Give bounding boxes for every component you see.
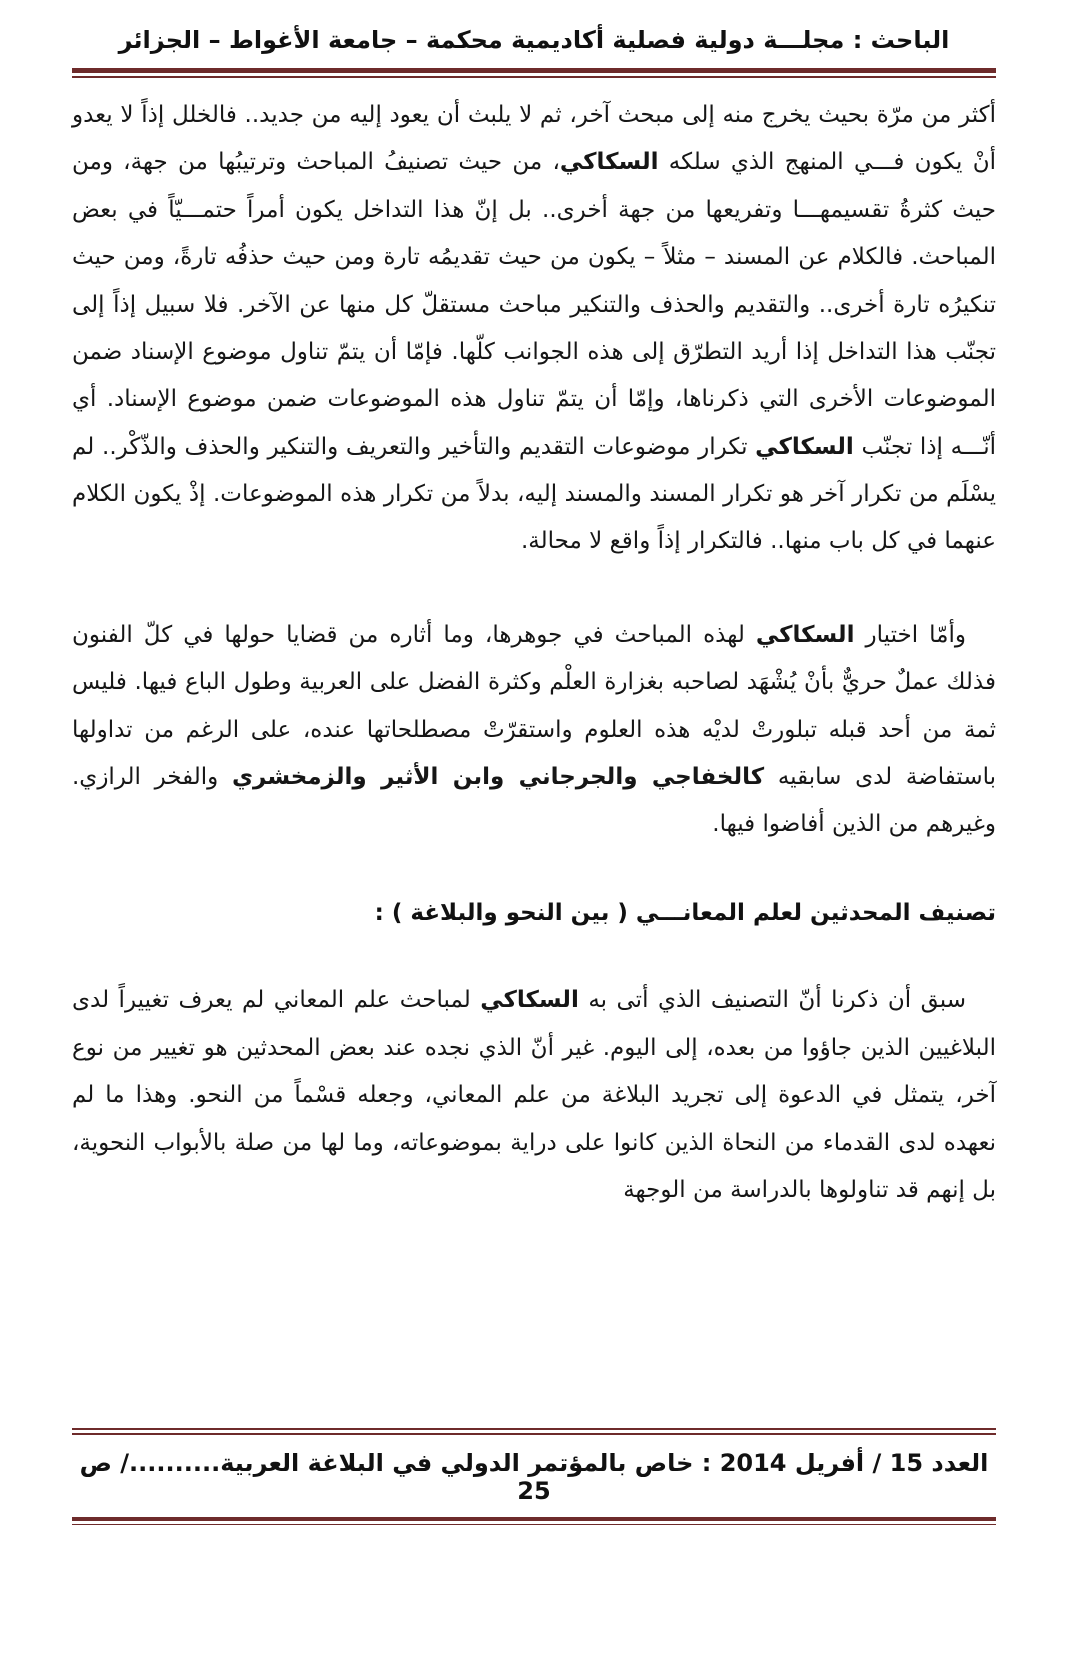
text-segment: لمباحث علم المعاني لم يعرف تغييراً لدى البلاغيين الذين جاؤوا من بعده، إلى اليوم. غير أنّ الذي نجده عند بعض المحدثين هو تغيير من نوع آخر، يتمثل في الدعوة إلى تجريد البلاغة من علم المعاني، وجعله قسْماً من النحو. وهذا ما لم نعهده لدى القدماء من النحاة الذين كانوا على دراية بموضوعاته، وما لها من صلة بالأبواب النحوية، بل إنهم قد تناولوها بالدراسة من الوجهة [72, 987, 996, 1203]
footer-bottom-divider [72, 1517, 996, 1526]
text-segment: لهذه المباحث في جوهرها، وما أثاره من قضايا حولها في كلّ الفنون فذلك عملٌ حريٌّ بأنْ يُشْهَد لصاحبه بغزارة العلْم وكثرة الفضل على العربية وطول الباع فيها. فليس ثمة من أحد قبله تبلورتْ لديْه هذه العلوم واستقرّتْ مصطلحاتها عنده، على الرغم من تداولها باستفاضة لدى سابقيه [72, 621, 997, 790]
text-segment: وأمّا اختيار [854, 621, 966, 648]
text-segment: تكرار موضوعات التقديم والتأخير والتعريف والتنكير والحذف والذّكْر.. لم يسْلَم من تكرار آخر هو تكرار المسند والمسند إليه، بدلاً من تكرار هذه الموضوعات. إذْ يكون الكلام عنهما في كل باب منها.. فالتكرار إذاً واقع لا محالة. [72, 433, 996, 555]
text-segment: والفخر الرازي. وغيرهم من الذين أفاضوا فيها. [72, 763, 996, 838]
footer-rule-hair [72, 1524, 996, 1526]
header-rule-thick [72, 68, 996, 73]
section-heading: تصنيف المحدثين لعلم المعانـــي ( بين النحو والبلاغة ) : [374, 899, 996, 926]
article-body [72, 92, 996, 1214]
journal-header [72, 26, 996, 78]
paragraph-3 [72, 977, 996, 1214]
paragraph-2 [72, 612, 996, 849]
text-segment-bold-sakkaki: السكاكي [755, 433, 854, 460]
header-rule-thin [72, 76, 996, 78]
text-segment-bold-sakkaki: السكاكي [755, 621, 855, 648]
paragraph-1 [72, 92, 996, 566]
text-segment-bold-scholars: كالخفاجي والجرجاني وابن الأثير والزمخشري [231, 763, 765, 790]
footer-rule-thin [72, 1428, 996, 1430]
text-segment: أكثر من مرّة بحيث يخرج منه إلى مبحث آخر، ثم لا يلبث أن يعود إليه من جديد.. فالخلل إذاً لا يعدو أنْ يكون فـــي المنهج الذي سلكه [72, 102, 996, 176]
text-segment-bold-sakkaki: السكاكي [559, 149, 659, 176]
header-divider [72, 68, 996, 78]
page-footer [72, 1428, 996, 1525]
footer-rule-thick [72, 1517, 996, 1521]
text-segment: ، من حيث تصنيفُ المباحث وترتيبُها من جهة، ومن حيث كثرةُ تقسيمهـــا وتفريعها من جهة أخرى.. بل إنّ هذا التداخل يكون أمراً حتمـــيّاً في بعض المباحث. فالكلام عن المسند – مثلاً – يكون من حيث تقديمُه تارة ومن حيث حذفُه تارةً، ومن حيث تنكيرُه تارة أخرى.. والتقديم والحذف والتنكير مباحث مستقلّ كل منها عن الآخر. فلا سبيل إذاً إلى تجنّب هذا التداخل إذا أريد التطرّق إلى هذه الجوانب كلّها. فإمّا أن يتمّ تناول موضوع الإسناد ضمن الموضوعات الأخرى التي ذكرناها، وإمّا أن يتمّ تناول هذه الموضوعات ضمن موضوع الإسناد. أي أنّـــه إذا تجنّب [72, 149, 996, 460]
footer-text: العدد 15 / أفريل 2014 : خاص بالمؤتمر الدولي في البلاغة العربية........../ ص 25 [79, 1448, 989, 1505]
text-segment-bold-sakkaki: السكاكي [480, 987, 579, 1014]
text-segment: سبق أن ذكرنا أنّ التصنيف الذي أتى به [578, 987, 966, 1014]
journal-title: الباحث : مجلـــة دولية فصلية أكاديمية محكمة – جامعة الأغواط – الجزائر [118, 26, 950, 54]
